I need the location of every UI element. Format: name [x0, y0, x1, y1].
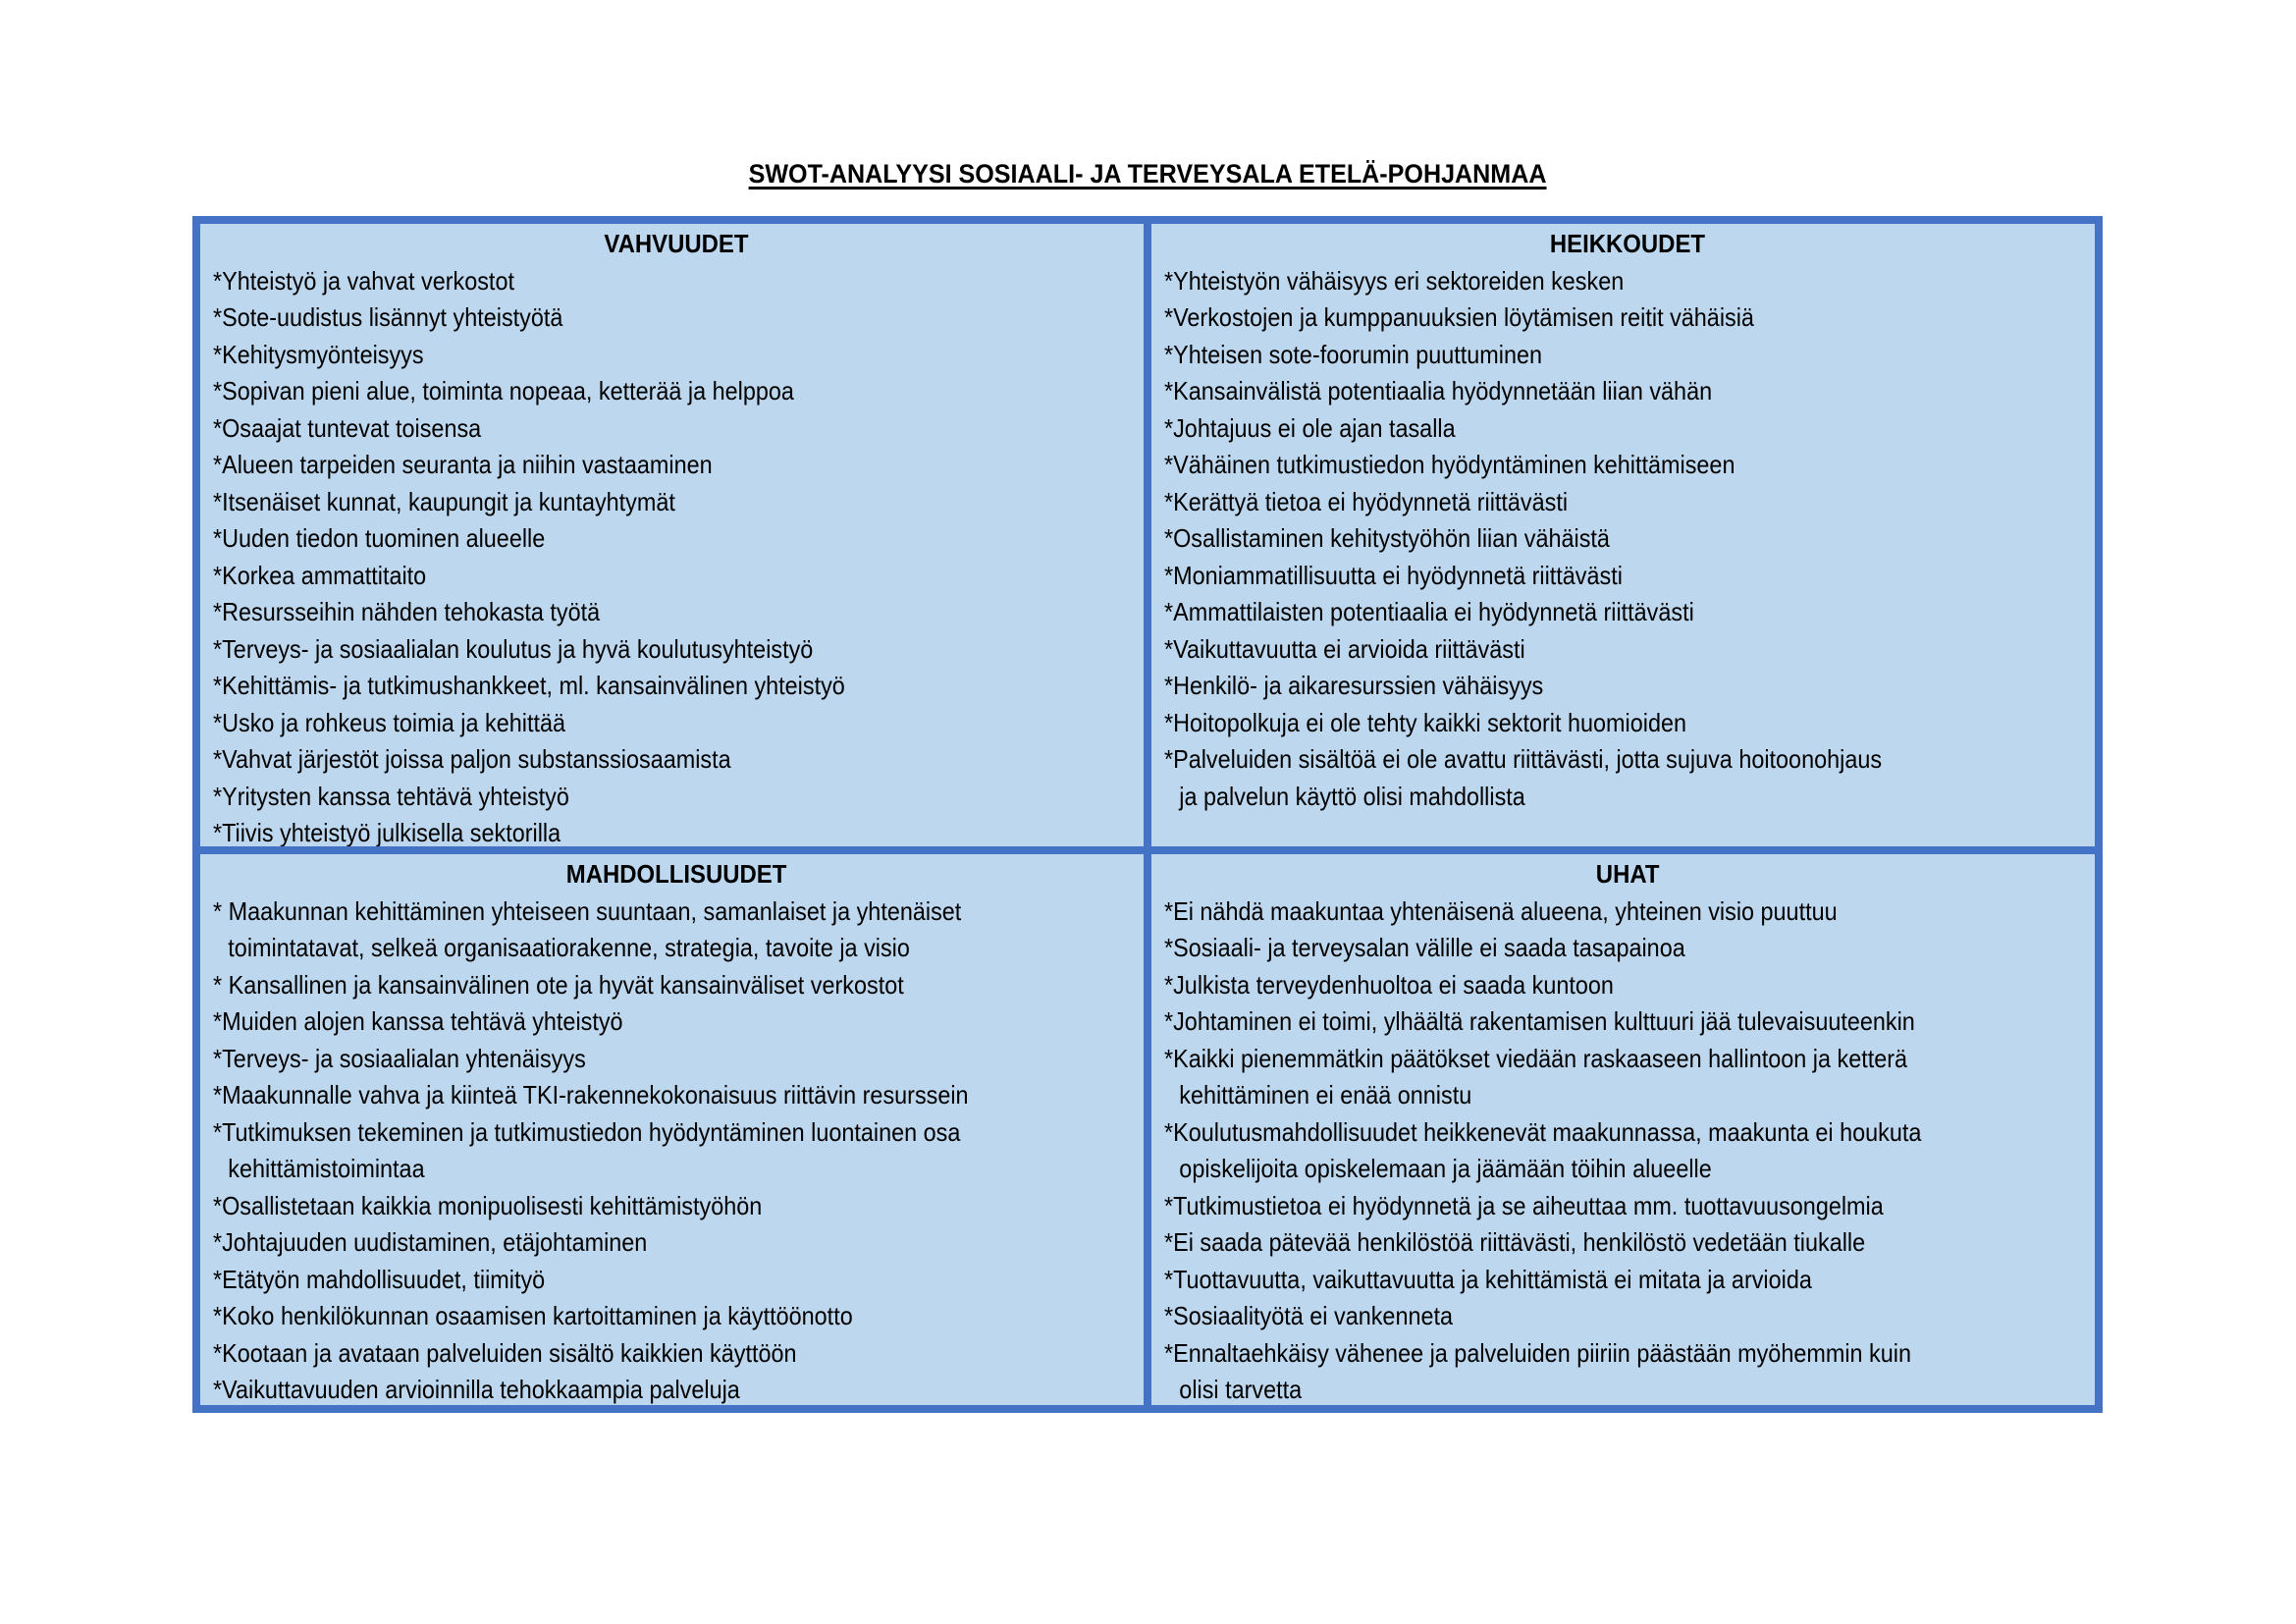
list-item-text: *Moniammatillisuutta ei hyödynnetä riittävästi [1164, 560, 1623, 590]
list-item [213, 1224, 1140, 1262]
list-item-text: *Kootaan ja avataan palveluiden sisältö kaikkien käyttöön [213, 1337, 797, 1368]
list-item [213, 815, 1140, 846]
list-item [213, 484, 1140, 521]
list-item [1164, 299, 2091, 337]
list-item-text: *Sote-uudistus lisännyt yhteistyötä [213, 302, 563, 332]
swot-table [192, 216, 2103, 1413]
list-item-text: *Henkilö- ja aikaresurssien vähäisyys [1164, 671, 1544, 700]
list-item [1164, 520, 2091, 558]
list-item [213, 893, 1140, 967]
heading-text: HEIKKOUDET [1549, 229, 1706, 258]
document-title [0, 157, 2296, 190]
list-item [1164, 337, 2091, 374]
item-list [1164, 263, 2091, 816]
list-item-text: *Muiden alojen kanssa tehtävä yhteistyö [213, 1006, 623, 1036]
list-item [1164, 1335, 2091, 1406]
list-item-text: *Ei nähdä maakuntaa yhtenäisenä alueena, yhteinen visio puuttuu [1164, 895, 1838, 926]
list-item-text: *Alueen tarpeiden seuranta ja niihin vastaaminen [213, 450, 713, 479]
list-item-continuation: olisi tarvetta [1179, 1375, 1303, 1404]
list-item-text: *Johtajuuden uudistaminen, etäjohtaminen [213, 1227, 648, 1257]
list-item [1164, 263, 2091, 300]
list-item-text: *Yhteisen sote-foorumin puuttuminen [1164, 339, 1543, 369]
list-item [213, 520, 1140, 558]
list-item [213, 299, 1140, 337]
heading-text: UHAT [1595, 859, 1660, 889]
list-item [1164, 484, 2091, 521]
list-item-text: *Tiivis yhteistyö julkisella sektorilla [213, 818, 561, 846]
list-item-text: * Maakunnan kehittäminen yhteiseen suuntaan, samanlaiset ja yhtenäiset [213, 895, 962, 926]
list-item-text: *Osallistetaan kaikkia monipuolisesti kehittämistyöhön [213, 1190, 763, 1220]
list-item [1164, 705, 2091, 742]
list-item [1164, 1003, 2091, 1041]
list-item [213, 263, 1140, 300]
item-list [213, 263, 1140, 847]
list-item-text: *Palveluiden sisältöä ei ole avattu riittävästi, jotta sujuva hoitoonohjaus [1164, 744, 1883, 774]
list-item-text: *Etätyön mahdollisuudet, tiimityö [213, 1264, 546, 1294]
list-item-text: *Vaikuttavuuden arvioinnilla tehokkaampia palveluja [213, 1375, 740, 1404]
list-item [213, 1262, 1140, 1299]
list-item-text: *Johtaminen ei toimi, ylhäältä rakentamisen kulttuuri jää tulevaisuuteenkin [1164, 1006, 1915, 1036]
list-item-text: *Vaikuttavuutta ei arvioida riittävästi [1164, 633, 1525, 664]
list-item-text: *Vahvat järjestöt joissa paljon substanssiosaamista [213, 744, 731, 774]
list-item-text: *Johtajuus ei ole ajan tasalla [1164, 412, 1456, 443]
list-item-text: *Tuottavuutta, vaikuttavuutta ja kehittämistä ei mitata ja arvioida [1164, 1264, 1812, 1294]
list-item-text: *Terveys- ja sosiaalialan koulutus ja hyvä koulutusyhteistyö [213, 633, 814, 664]
list-item-continuation: toimintatavat, selkeä organisaatiorakenne, strategia, tavoite ja visio [228, 933, 910, 962]
list-item [1164, 631, 2091, 669]
list-item [1164, 741, 2091, 815]
list-item [1164, 594, 2091, 631]
list-item-text: *Julkista terveydenhuoltoa ei saada kuntoon [1164, 969, 1614, 1000]
list-item [213, 668, 1140, 705]
list-item-text: *Yhteistyön vähäisyys eri sektoreiden kesken [1164, 265, 1625, 296]
list-item [1164, 373, 2091, 410]
list-item [213, 1114, 1140, 1188]
list-item-text: *Terveys- ja sosiaalialan yhtenäisyys [213, 1043, 586, 1073]
list-item-text: *Vähäinen tutkimustiedon hyödyntäminen kehittämiseen [1164, 450, 1735, 479]
list-item [1164, 558, 2091, 595]
list-item [213, 1335, 1140, 1373]
list-item-text: *Usko ja rohkeus toimia ja kehittää [213, 707, 565, 737]
list-item-text: *Kehittämis- ja tutkimushankkeet, ml. kansainvälinen yhteistyö [213, 671, 845, 700]
list-item [1164, 1224, 2091, 1262]
list-item-text: *Osallistaminen kehitystyöhön liian vähäistä [1164, 523, 1610, 553]
list-item [213, 447, 1140, 484]
list-item [213, 741, 1140, 779]
list-item [213, 594, 1140, 631]
quadrant-weaknesses [1151, 224, 2095, 846]
list-item [213, 705, 1140, 742]
quadrant-heading [213, 226, 1140, 263]
list-item [1164, 1041, 2091, 1114]
list-item [1164, 447, 2091, 484]
item-list [213, 893, 1140, 1406]
list-item-text: *Hoitopolkuja ei ole tehty kaikki sektorit huomioiden [1164, 707, 1686, 737]
quadrant-opportunities [200, 854, 1144, 1405]
list-item-text: *Kerättyä tietoa ei hyödynnetä riittävästi [1164, 486, 1569, 516]
list-item-continuation: kehittäminen ei enää onnistu [1179, 1080, 1472, 1110]
list-item [1164, 1114, 2091, 1188]
list-item-text: *Uuden tiedon tuominen alueelle [213, 523, 546, 553]
list-item-text: *Itsenäiset kunnat, kaupungit ja kuntayhtymät [213, 486, 675, 516]
list-item-text: *Sosiaali- ja terveysalan välille ei saada tasapainoa [1164, 933, 1685, 962]
list-item-continuation: ja palvelun käyttö olisi mahdollista [1179, 781, 1525, 811]
list-item [213, 967, 1140, 1004]
list-item [213, 1372, 1140, 1405]
quadrant-heading [1164, 226, 2091, 263]
list-item [213, 631, 1140, 669]
list-item-text: *Ammattilaisten potentiaalia ei hyödynnetä riittävästi [1164, 597, 1694, 626]
list-item-text: *Resursseihin nähden tehokasta työtä [213, 597, 601, 626]
list-item-text: *Kansainvälistä potentiaalia hyödynnetään liian vähän [1164, 376, 1713, 406]
list-item [213, 337, 1140, 374]
quadrant-heading [213, 856, 1140, 893]
list-item-text: *Ei saada pätevää henkilöstöä riittävästi, henkilöstö vedetään tiukalle [1164, 1227, 1866, 1257]
list-item-text: *Korkea ammattitaito [213, 560, 427, 590]
list-item-text: *Kaikki pienemmätkin päätökset viedään raskaaseen hallintoon ja ketterä [1164, 1043, 1908, 1073]
list-item-text: *Tutkimustietoa ei hyödynnetä ja se aiheuttaa mm. tuottavuusongelmia [1164, 1190, 1884, 1220]
list-item-text: *Koko henkilökunnan osaamisen kartoittaminen ja käyttöönotto [213, 1301, 853, 1330]
quadrant-threats [1151, 854, 2095, 1405]
list-item-text: *Sosiaalityötä ei vankenneta [1164, 1301, 1454, 1330]
list-item-continuation: kehittämistoimintaa [228, 1154, 425, 1183]
list-item [1164, 893, 2091, 931]
list-item-text: *Sopivan pieni alue, toiminta nopeaa, ketterää ja helppoa [213, 376, 794, 406]
item-list [1164, 893, 2091, 1406]
list-item [1164, 410, 2091, 448]
list-item-text: *Yritysten kanssa tehtävä yhteistyö [213, 781, 569, 811]
quadrant-strengths [200, 224, 1144, 846]
list-item [1164, 1188, 2091, 1225]
list-item [213, 1041, 1140, 1078]
list-item-text: *Yhteistyö ja vahvat verkostot [213, 265, 514, 296]
list-item-text: *Ennaltaehkäisy vähenee ja palveluiden piiriin päästään myöhemmin kuin [1164, 1337, 1911, 1368]
list-item [213, 558, 1140, 595]
list-item [213, 779, 1140, 816]
list-item [213, 1003, 1140, 1041]
list-item-text: *Verkostojen ja kumppanuuksien löytämisen reitit vähäisiä [1164, 302, 1754, 332]
list-item [1164, 930, 2091, 967]
list-item [1164, 1298, 2091, 1335]
list-item [213, 1298, 1140, 1335]
list-item [213, 1188, 1140, 1225]
list-item-text: *Maakunnalle vahva ja kiinteä TKI-rakennekokonaisuus riittävin resurssein [213, 1080, 969, 1110]
heading-text: VAHVUUDET [604, 229, 749, 258]
list-item [213, 1077, 1140, 1114]
list-item [1164, 668, 2091, 705]
list-item [1164, 967, 2091, 1004]
list-item-text: *Osaajat tuntevat toisensa [213, 412, 482, 443]
quadrant-heading [1164, 856, 2091, 893]
list-item [213, 410, 1140, 448]
list-item-text: *Koulutusmahdollisuudet heikkenevät maakunnassa, maakunta ei houkuta [1164, 1116, 1922, 1147]
document-title-text: SWOT-ANALYYSI SOSIAALI- JA TERVEYSALA ETELÄ-POHJANMAA [749, 159, 1547, 189]
list-item [1164, 1262, 2091, 1299]
list-item-text: *Kehitysmyönteisyys [213, 339, 424, 369]
list-item-text: * Kansallinen ja kansainvälinen ote ja hyvät kansainväliset verkostot [213, 969, 904, 1000]
list-item-continuation: opiskelijoita opiskelemaan ja jäämään töihin alueelle [1179, 1154, 1712, 1183]
list-item-text: *Tutkimuksen tekeminen ja tutkimustiedon hyödyntäminen luontainen osa [213, 1116, 961, 1147]
heading-text: MAHDOLLISUUDET [565, 859, 787, 889]
list-item [213, 373, 1140, 410]
